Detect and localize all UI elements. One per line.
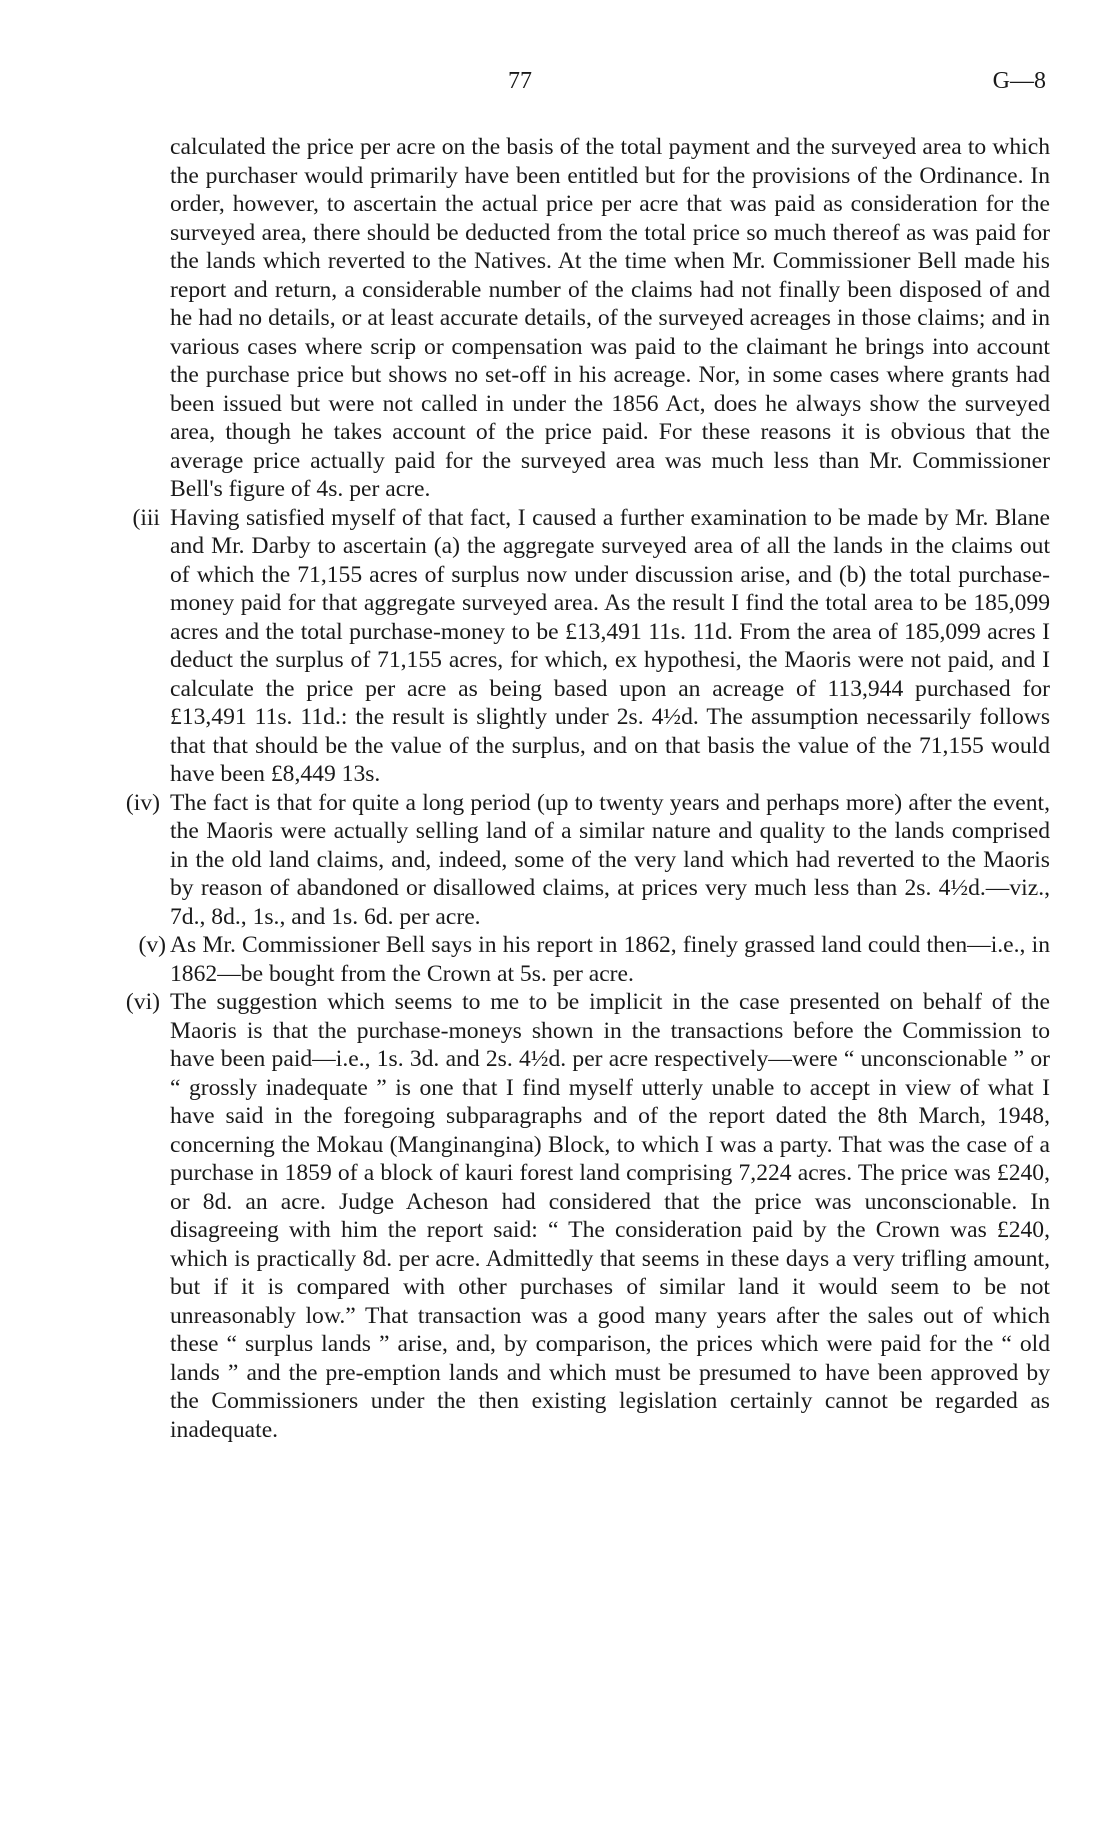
- paragraph-text: The fact is that for quite a long period (up to twenty years and perhaps more) after the event, the Maoris were actually selling land of a similar nature and quality to the lands comprised in the old land claims, and, indeed, some of the very land which had reverted to the Maoris by reason of abandoned or disallowed claims, at prices very much less than 2s. 4½d.—viz., 7d., 8d., 1s., and 1s. 6d. per acre.: [170, 789, 1050, 930]
- paragraph-v: [130, 931, 1050, 988]
- paragraph-text: The suggestion which seems to me to be implicit in the case presented on behalf of the Maoris is that the purchase-moneys shown in the transactions before the Commission to have been paid—i.e., 1s. 3d. and 2s. 4½d. per acre respectively—were “ unconscionable ” or “ grossly inadequate ” is one that I find myself utterly unable to accept in view of what I have said in the foregoing subparagraphs and of the report dated the 8th March, 1948, concerning the Mokau (Manginangina) Block, to which I was a party. That was the case of a purchase in 1859 of a block of kauri forest land comprising 7,224 acres. The price was £240, or 8d. an acre. Judge Acheson had considered that the price was unconscionable. In disagreeing with him the report said: “ The consideration paid by the Crown was £240, which is practically 8d. per acre. Admittedly that seems in these days a very trifling amount, but if it is compared with other purchases of similar land it would seem to be not unreasonably low.” That transaction was a good many years after the sales out of which these “ surplus lands ” arise, and, by comparison, the prices which were paid for the “ old lands ” and the pre-emption lands and which must be presumed to have been approved by the Commissioners under the then existing legislation certainly cannot be regarded as inadequate.: [170, 989, 1050, 1443]
- page-number: 77: [508, 68, 532, 94]
- paragraph-marker: (iii: [132, 504, 160, 531]
- paragraph-text: Having satisfied myself of that fact, I caused a further examination to be made by Mr. Blane and Mr. Darby to ascertain (a) the aggregate surveyed area of all the lands in the claims out of which the 71,155 acres of surplus now under discussion arise, and (b) the total purchase-money paid for that aggregate surveyed area. As the result I find the total area to be 185,099 acres and the total purchase-money to be £13,491 11s. 11d. From the area of 185,099 acres I deduct the surplus of 71,155 acres, for which, ex hypothesi, the Maoris were not paid, and I calculate the price per acre as being based upon an acreage of 113,944 purchased for £13,491 11s. 11d.: the result is slightly under 2s. 4½d. The assumption necessarily follows that that should be the value of the surplus, and on that basis the value of the 71,155 would have been £8,449 13s.: [170, 504, 1050, 787]
- paragraph-text: calculated the price per acre on the basis of the total payment and the surveyed area to which the purchaser would primarily have been entitled but for the provisions of the Ordinance. In order, however, to ascertain the actual price per acre that was paid as consideration for the surveyed area, there should be deducted from the total price so much thereof as was paid for the lands which reverted to the Natives. At the time when Mr. Commissioner Bell made his report and return, a considerable number of the claims had not finally been disposed of and he had no details, or at least accurate details, of the surveyed acreages in those claims; and in various cases where scrip or compensation was paid to the claimant he brings into account the purchase price but shows no set-off in his acreage. Nor, in some cases where grants had been issued but were not called in under the 1856 Act, does he always show the surveyed area, though he takes account of the price paid. For these reasons it is obvious that the average price actually paid for the surveyed area was much less than Mr. Commissioner Bell's figure of 4s. per acre.: [170, 134, 1050, 502]
- body-text: [125, 133, 1050, 1444]
- paragraph-iii: [130, 504, 1050, 789]
- paragraph-marker: (v): [138, 932, 166, 958]
- paragraph-text: As Mr. Commissioner Bell says in his report in 1862, finely grassed land could then—i.e., in 1862—be bought from the Crown at 5s. per acre.: [170, 932, 1050, 987]
- document-reference: G—8: [992, 68, 1046, 94]
- paragraph-marker: (vi): [125, 989, 160, 1015]
- paragraph-iv: [125, 789, 1050, 932]
- paragraph-marker: (iv): [125, 789, 160, 816]
- paragraph-continuation: [130, 133, 1050, 504]
- paragraph-vi: [125, 988, 1050, 1444]
